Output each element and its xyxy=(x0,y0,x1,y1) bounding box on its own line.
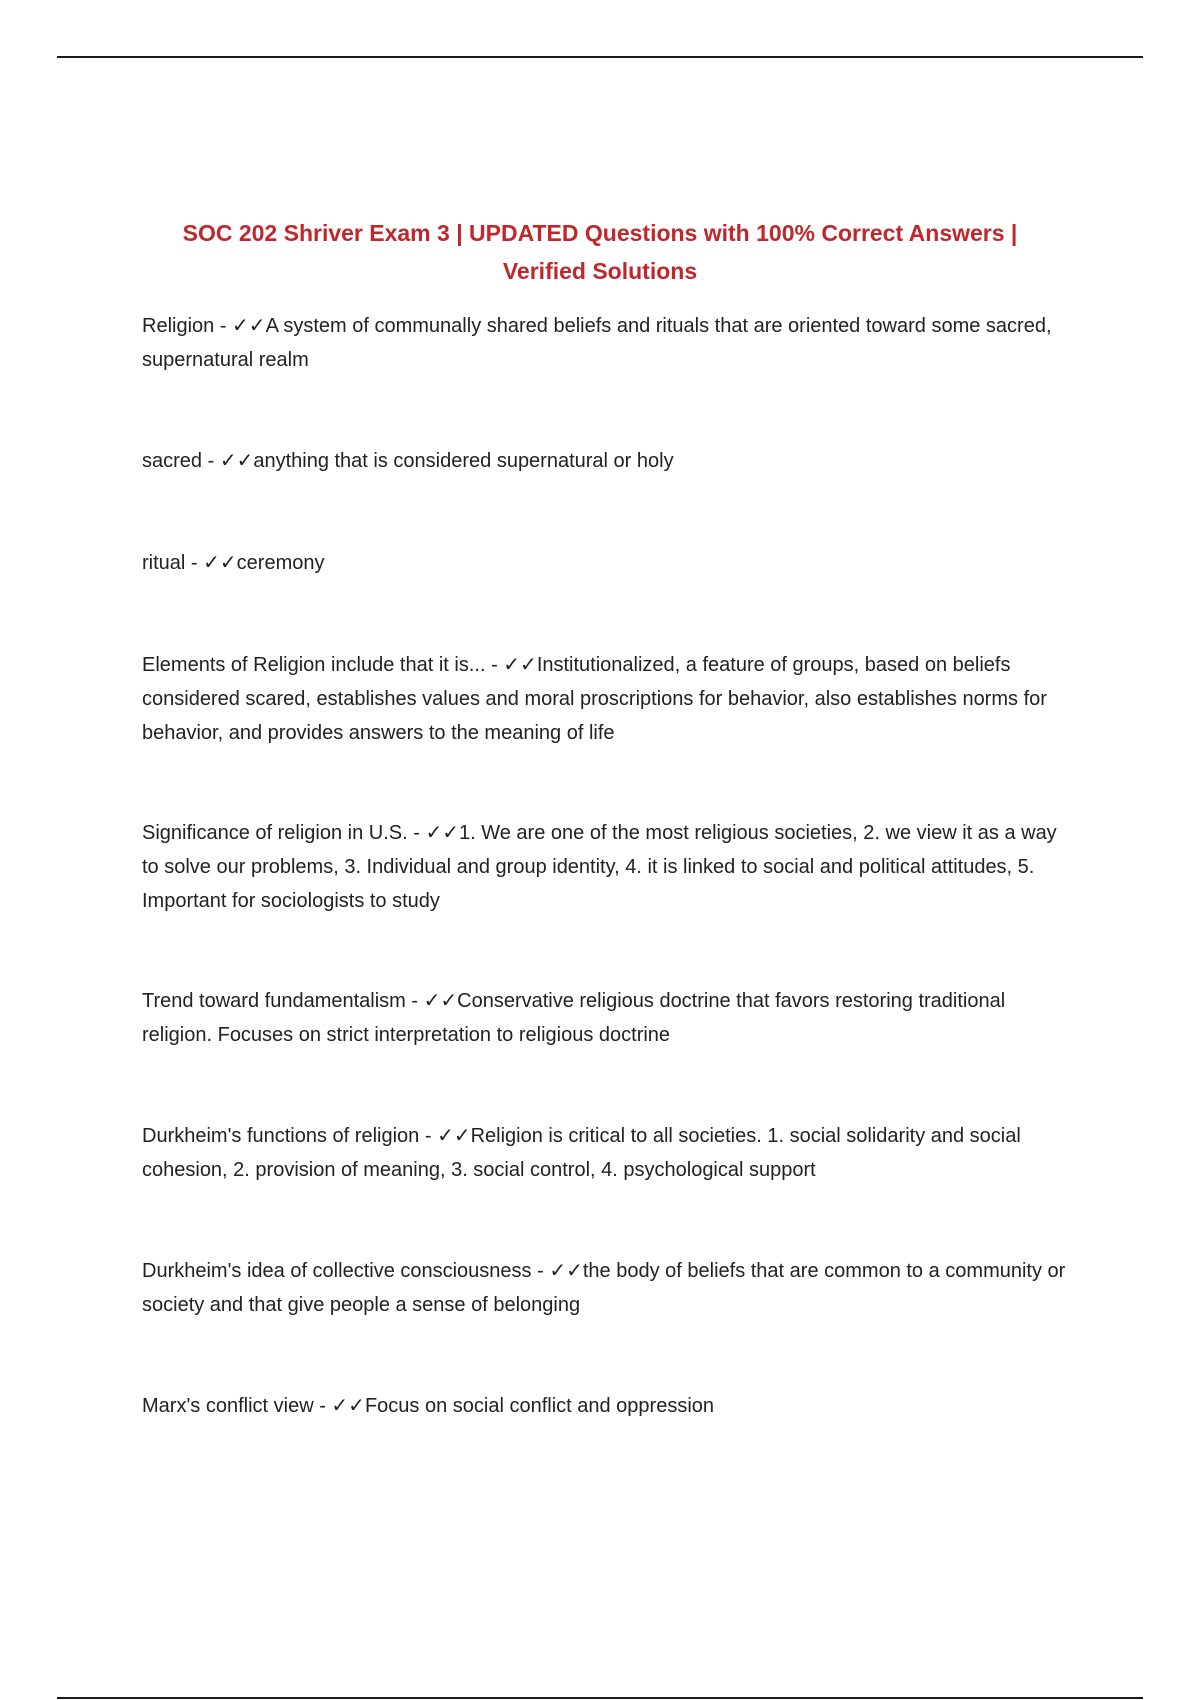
double-check-icon: ✓✓ xyxy=(219,450,254,472)
double-check-icon: ✓✓ xyxy=(232,315,266,337)
double-check-icon: ✓✓ xyxy=(423,990,458,1012)
term: Marx's conflict view xyxy=(142,1395,314,1417)
qa-entry-religion xyxy=(142,309,1067,377)
separator: - xyxy=(202,450,220,472)
qa-entry-collective-consciousness xyxy=(142,1254,1067,1322)
separator: - xyxy=(419,1125,438,1147)
answer: Religion is critical to all societies. 1. social solidarity and social cohesion, 2. provision of meaning, 3. social control, 4. psychological support xyxy=(142,1125,1021,1181)
term: Significance of religion in U.S. xyxy=(142,822,408,844)
answer: Focus on social conflict and oppression xyxy=(364,1395,715,1417)
qa-entry-fundamentalism xyxy=(142,984,1067,1052)
answer: Conservative religious doctrine that favors restoring traditional religion. Focuses on strict interpretation to religious doctrine xyxy=(142,990,1006,1046)
qa-entry-elements-of-religion xyxy=(142,648,1067,750)
bottom-rule xyxy=(57,1697,1143,1699)
separator: - xyxy=(405,990,424,1012)
term: Elements of Religion include that it is... xyxy=(142,654,486,676)
term: ritual xyxy=(142,552,186,574)
answer: ceremony xyxy=(236,552,325,574)
double-check-icon: ✓✓ xyxy=(437,1125,471,1147)
separator: - xyxy=(407,822,426,844)
document-title: SOC 202 Shriver Exam 3 | UPDATED Questions with 100% Correct Answers | Verified Solutions xyxy=(182,220,1018,284)
double-check-icon: ✓✓ xyxy=(331,1395,365,1417)
separator: - xyxy=(313,1395,332,1417)
double-check-icon: ✓✓ xyxy=(503,654,537,676)
term: Religion xyxy=(142,315,215,337)
qa-entry-marx-conflict-view xyxy=(142,1389,1067,1423)
answer: anything that is considered supernatural or holy xyxy=(253,450,674,472)
separator: - xyxy=(185,552,204,574)
separator: - xyxy=(531,1260,550,1282)
double-check-icon: ✓✓ xyxy=(549,1260,583,1282)
answer: Institutionalized, a feature of groups, based on beliefs considered scared, establishes values and moral proscriptions for behavior, also establishes norms for behavior, and provides answers to the meaning of life xyxy=(142,654,1047,744)
qa-entry-durkheim-functions xyxy=(142,1119,1067,1187)
separator: - xyxy=(485,654,504,676)
answer: A system of communally shared beliefs and rituals that are oriented toward some sacred, supernatural realm xyxy=(142,315,1052,371)
qa-entry-sacred xyxy=(142,444,1067,478)
top-rule xyxy=(57,56,1143,58)
answer: 1. We are one of the most religious societies, 2. we view it as a way to solve our problems, 3. Individual and group identity, 4. it is linked to social and political attitudes, 5. Important for sociologists to study xyxy=(142,822,1057,912)
term: sacred xyxy=(142,450,203,472)
double-check-icon: ✓✓ xyxy=(203,552,237,574)
separator: - xyxy=(214,315,233,337)
term: Durkheim's idea of collective consciousness xyxy=(142,1260,532,1282)
term: Durkheim's functions of religion xyxy=(142,1125,420,1147)
qa-entry-significance-of-religion xyxy=(142,816,1067,918)
term: Trend toward fundamentalism xyxy=(142,990,406,1012)
qa-entry-ritual xyxy=(142,546,1067,580)
answer: the body of beliefs that are common to a community or society and that give people a sense of belonging xyxy=(142,1260,1066,1316)
double-check-icon: ✓✓ xyxy=(425,822,459,844)
